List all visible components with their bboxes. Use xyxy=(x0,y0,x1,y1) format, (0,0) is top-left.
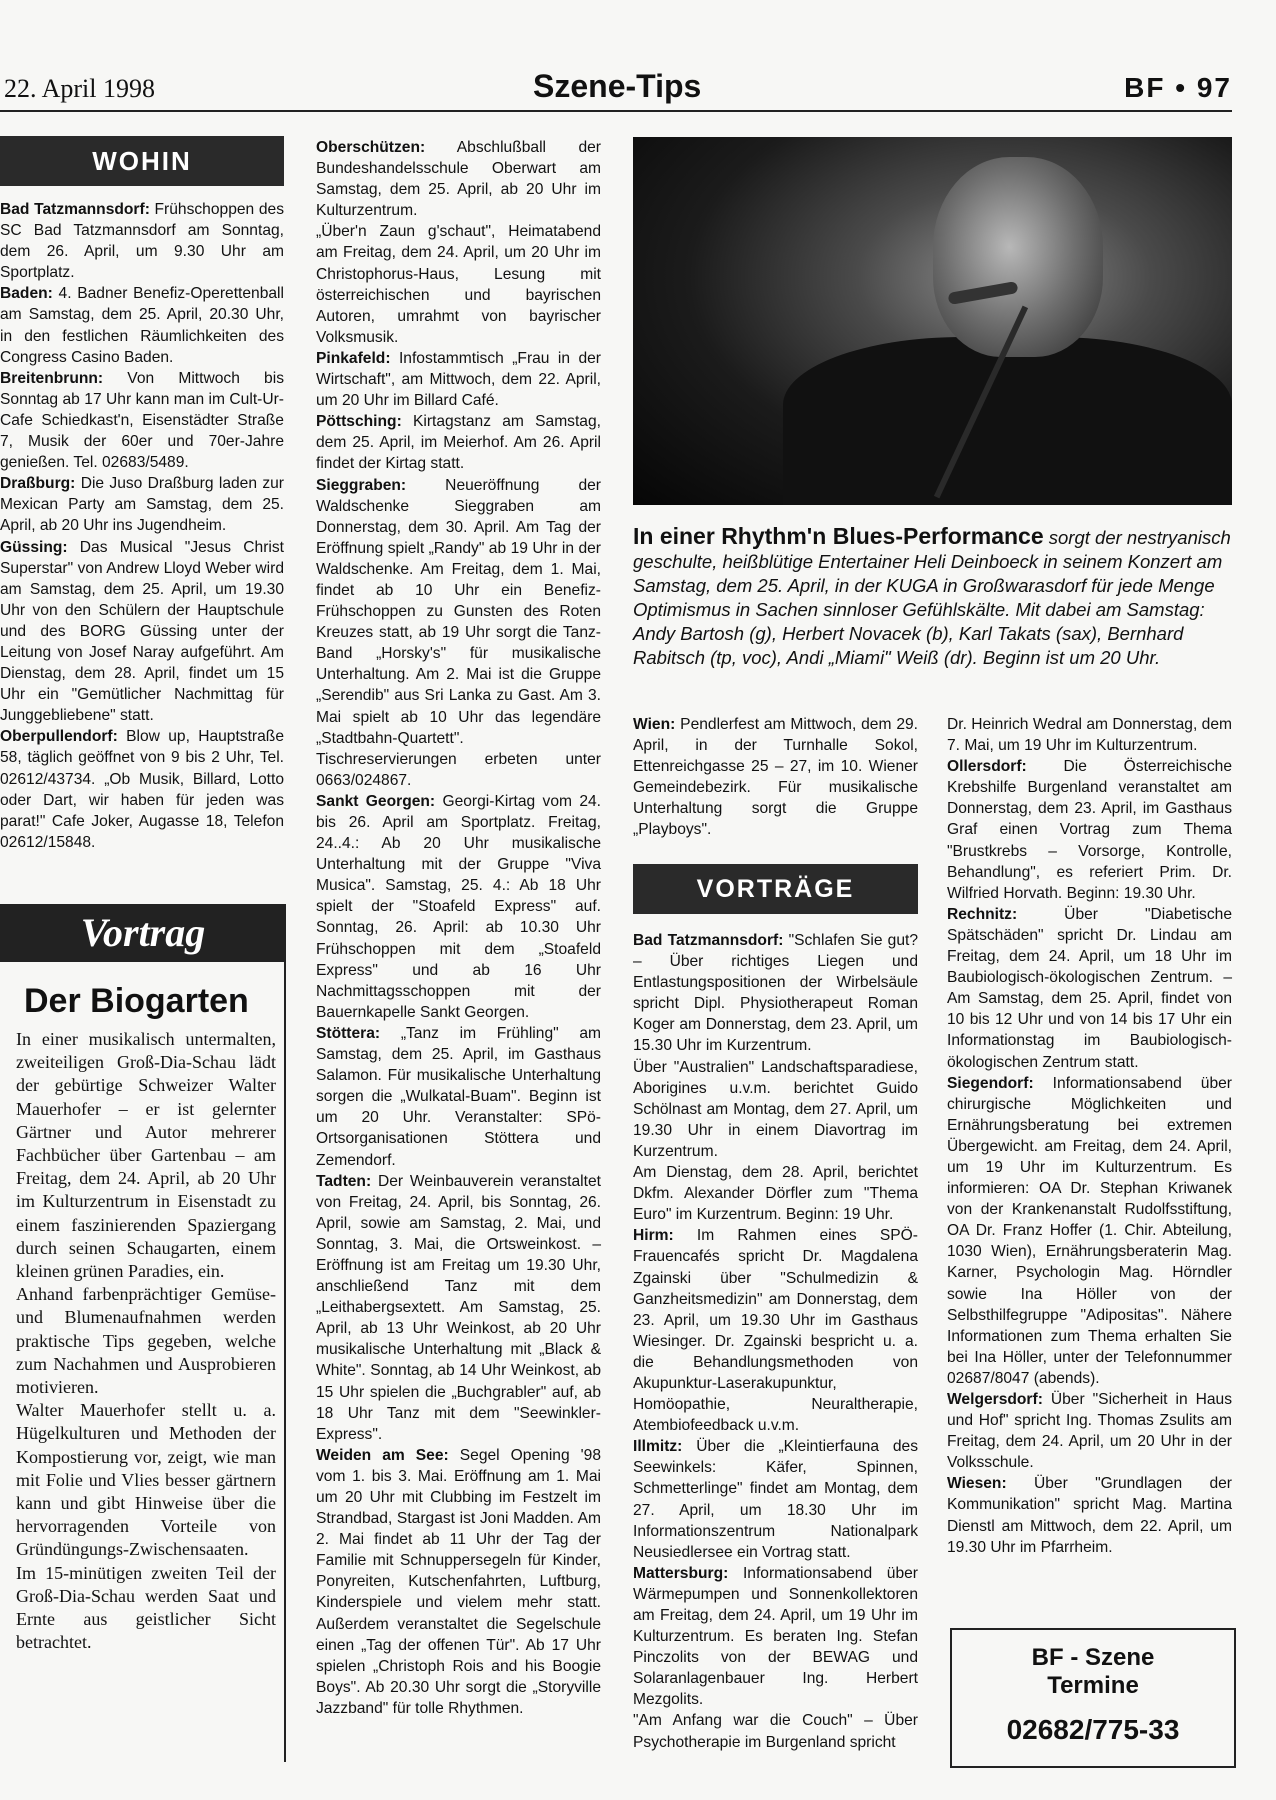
list-item: Weiden am See: Segel Opening '98 vom 1. bis 3. Mai. Eröffnung am 1. Mai um 20 Uhr mit Clubbing im Festzelt im Strandbad, Stargast ist Joni Madden. Am 2. Mai findet ab 11 Uhr der Tag der Familie mit Schnuppersegeln für Kinder, Ponyreiten, Kutschenfahrten, Luftburg, Kinderspiele und vielem mehr statt. Außerdem veranstaltet die Segelschule einen „Tag der offenen Tür". Ab 17 Uhr spielen „Christoph Rois and his Boogie Boys". Ab 20.30 Uhr sorgt die „Storyville Jazzband" für tolle Rhythmen. xyxy=(316,1446,601,1717)
list-item: Oberschützen: Abschlußball der Bundeshandelsschule Oberwart am Samstag, dem 25. April, ab 20 Uhr im Kulturzentrum. xyxy=(316,139,601,220)
events-column-2 xyxy=(316,137,601,1719)
list-item: Illmitz: Über die „Kleintierfauna des Seewinkels: Käfer, Spinnen, Schmetterlinge" findet am Montag, dem 27. April, um 18.30 Uhr im Informationszentrum Nationalpark Neusiedlersee ein Vortrag statt. xyxy=(633,1438,918,1561)
list-item: Mattersburg: Informationsabend über Wärmepumpen und Sonnenkollektoren am Freitag, dem 24. April, um 19 Uhr im Kulturzentrum. Es beraten Ing. Stefan Pinczolits von der BEWAG und Solaranlagenbauer Ing. Herbert Mezgolits. xyxy=(633,1564,918,1709)
wohin-banner xyxy=(0,136,284,186)
paragraph: Anhand farbenprächtiger Gemüse- und Blumenaufnahmen werden praktische Tips gegeben, welche zum Nachahmen und Ausprobieren motivieren. xyxy=(16,1284,276,1398)
vortraege-title: VORTRÄGE xyxy=(696,875,855,903)
paragraph: Im 15-minütigen zweiten Teil der Groß-Dia-Schau werden Saat und Ernte aus geistlicher Sicht betrachtet. xyxy=(16,1562,276,1653)
list-item: Pinkafeld: Infostammtisch „Frau in der Wirtschaft", am Mittwoch, dem 22. April, um 20 Uhr im Billard Café. xyxy=(316,349,601,410)
list-item: Baden: 4. Badner Benefiz-Operettenball am Samstag, dem 25. April, 20.30 Uhr, in den festlichen Räumlichkeiten des Congress Casino Baden. xyxy=(0,285,284,366)
photo-caption xyxy=(633,524,1232,670)
list-item: Wiesen: Über "Grundlagen der Kommunikation" spricht Mag. Martina Dienstl am Mittwoch, dem 22. April, um 19.30 Uhr im Pfarrheim. xyxy=(947,1475,1232,1556)
list-item: Güssing: Das Musical "Jesus Christ Superstar" von Andrew Lloyd Weber wird am Samstag, dem 25. April, um 19.30 Uhr von den Schülern der Hauptschule und des BORG Güssing unter der Leitung von Josef Naray aufgeführt. Am Dienstag, dem 28. April, findet um 15 Uhr ein "Gemütlicher Nachmittag für Junggebliebene" statt. xyxy=(0,538,284,725)
vortraege-banner xyxy=(633,864,918,914)
vortrag-header: Vortrag xyxy=(0,904,286,962)
section-title: Szene-Tips xyxy=(533,68,702,104)
list-item: Bad Tatzmannsdorf: "Schlafen Sie gut? – Über richtiges Liegen und Entlastungspositionen der Wirbelsäule spricht Dipl. Physiotherapeut Roman Koger am Donnerstag, dem 23. April, um 15.30 Uhr im Kurzentrum. xyxy=(633,932,918,1055)
contact-box xyxy=(950,1628,1236,1768)
list-item: Tadten: Der Weinbauverein veranstaltet von Freitag, 24. April, bis Sonntag, 26. April, sowie am Samstag, 2. Mai, und Sonntag, 3. Mai, die Ortsweinkost. – Eröffnung ist am Freitag um 19.30 Uhr, anschließend Tanz mit dem „Leithabergsextett. Am Samstag, 25. April, ab 13 Uhr Weinkost, ab 20 Uhr musikalische Unterhaltung mit „Black & White". Sonntag, ab 14 Uhr Weinkost, ab 15 Uhr spielen die „Buchgrabler" auf, ab 18 Uhr Tanz mit dem "Seewinkler-Express". xyxy=(316,1172,601,1443)
list-item: Stöttera: „Tanz im Frühling" am Samstag, dem 25. April, im Gasthaus Salamon. Für musikalische Unterhaltung sorgen die „Wulkatal-Buam". Beginn ist um 20 Uhr. Veranstalter: SPö-Ortsorganisationen Stöttera und Zemendorf. xyxy=(316,1024,601,1169)
list-item: Welgersdorf: Über "Sicherheit in Haus und Hof" spricht Ing. Thomas Zsulits am Freitag, dem 24. April, um 20 Uhr in der Volksschule. xyxy=(947,1391,1232,1472)
photo-performer-body xyxy=(783,337,1232,505)
page-header xyxy=(0,66,1232,112)
contact-box-title: BF - Szene xyxy=(1031,1644,1155,1671)
list-item: Sankt Georgen: Georgi-Kirtag vom 24. bis 26. April am Sportplatz. Freitag, 24..4.: Ab 20 Uhr musikalische Unterhaltung mit der Gruppe "Viva Musica". Samstag, 25. 4.: Ab 18 Uhr spielt der "Stoafeld Express" auf. Sonntag, 26. April: ab 10.30 Uhr Frühschoppen mit dem „Stoafeld Express" und ab 16 Uhr Nachmittagsschoppen mit der Bauernkapelle Sankt Georgen. xyxy=(316,792,602,1021)
list-item: Bad Tatzmannsdorf: Frühschoppen des SC Bad Tatzmannsdorf am Sonntag, dem 26. April, um 9.30 Uhr am Sportplatz. xyxy=(0,201,284,282)
article-title: Der Biogarten xyxy=(24,982,249,1020)
list-item: Über "Australien" Landschaftsparadiese, Aborigines u.v.m. berichtet Guido Schölnast am Montag, dem 27. April, um 19.30 Uhr in einem Diavortrag im Kurzentrum. xyxy=(633,1058,918,1160)
list-item: Hirm: Im Rahmen eines SPÖ-Frauencafés spricht Dr. Magdalena Zgainski über "Schulmedizin & Ganzheitsmedizin" am Donnerstag, dem 23. April, um 19.30 Uhr im Gasthaus Wiesinger. Dr. Zgainski bespricht u. a. die Behandlungsmethoden von Akupunktur-Laserakupunktur, Homöopathie, Neuraltherapie, Atembiofeedback u.v.m. xyxy=(633,1227,918,1435)
contact-phone: 02682/775-33 xyxy=(1006,1714,1180,1745)
contact-box-subtitle: Termine xyxy=(1047,1672,1139,1699)
list-item: Breitenbrunn: Von Mittwoch bis Sonntag ab 17 Uhr kann man im Cult-Ur-Cafe Schiedkast'n, Eisenstädter Straße 7, Musik der 60er und 70er-Jahre genießen. Tel. 02683/5489. xyxy=(0,369,284,472)
caption-text: sorgt der nestryanisch geschulte, heißblütige Entertainer Heli Deinboeck in seinem Konzert am Samstag, dem 25. April, in der KUGA in Großwarasdorf für jede Menge Optimismus in Sachen sinnloser Gefühlskälte. Mit dabei am Samstag: Andy Bartosh (g), Herbert Novacek (b), Karl Takats (sax), Bernhard Rabitsch (tp, voc), Andi „Miami" Weiß (dr). Beginn ist um 20 Uhr. xyxy=(633,527,1231,668)
list-item: "Am Anfang war die Couch" – Über Psychotherapie im Burgenland spricht xyxy=(633,1712,918,1751)
list-item: Wien: Pendlerfest am Mittwoch, dem 29. April, in der Turnhalle Sokol, Ettenreichgasse 25 – 27, im 10. Wiener Gemeindebezirk. Für musikalische Unterhaltung sorgt die Gruppe „Playboys". xyxy=(633,716,918,839)
issue-date: 22. April 1998 xyxy=(4,74,155,103)
list-item: Siegendorf: Informationsabend über chirurgische Möglichkeiten und Ernährungsberatung bei extremen Übergewicht. am Freitag, dem 24. April, um 19 Uhr im Kulturzentrum. Es informieren: OA Dr. Stephan Kriwanek von der Krankenanstalt Rudolfsstiftung, OA Dr. Franz Hoffer (1. Chir. Abteilung, 1030 Wien), Ernährungsberaterin Mag. Karner, Psychologin Mag. Hörndler sowie Ina Höller von der Selbsthilfegruppe "Adipositas". Nähere Informationen zum Thema erhalten Sie bei Ina Höller, unter der Telefonnummer 02687/8047 (abends). xyxy=(947,1074,1232,1387)
list-item: Am Dienstag, dem 28. April, berichtet Dkfm. Alexander Dörfler zum "Thema Euro" im Kurzentrum. Beginn: 19 Uhr. xyxy=(633,1164,918,1224)
concert-photo xyxy=(633,137,1232,505)
list-item: Dr. Heinrich Wedral am Donnerstag, dem 7. Mai, um 19 Uhr im Kulturzentrum. xyxy=(947,716,1232,755)
list-item: „Über'n Zaun g'schaut", Heimatabend am Freitag, dem 24. April, um 20 Uhr im Christophorus-Haus, Lesung mit österreichischen und bayrischen Autoren, umrahmt von bayrischer Volksmusik. xyxy=(316,223,601,346)
caption-head: In einer Rhythm'n Blues-Performance xyxy=(633,523,1044,549)
wohin-column xyxy=(0,199,284,853)
list-item: Pöttsching: Kirtagstanz am Samstag, dem 25. April, im Meierhof. Am 26. April findet der Kirtag statt. xyxy=(316,413,601,473)
lectures-column-4 xyxy=(947,714,1232,1558)
list-item: Sieggraben: Neueröffnung der Waldschenke Sieggraben am Donnerstag, dem 30. April. Am Tag der Eröffnung spielt „Randy" ab 19 Uhr in der Waldschenke. Am Freitag, dem 1. Mai, findet ab 10 Uhr ein Benefiz-Frühschoppen zu Gunsten des Roten Kreuzes statt, ab 19 Uhr sorgt die Tanz-Band „Horsky's" für musikalische Unterhaltung. Am 2. Mai ist die Gruppe „Serendib" aus Sri Lanka zu Gast. Am 3. Mai spielt ab 10 Uhr das legendäre „Stadtbahn-Quartett". Tischreservierungen erbeten unter 0663/024867. xyxy=(316,476,601,789)
list-item: Oberpullendorf: Blow up, Hauptstraße 58, täglich geöffnet von 9 bis 2 Uhr, Tel. 02612/43734. „Ob Musik, Billard, Lotto oder Dart, wir haben für jeden was parat!" Cafe Joker, Augasse 18, Telefon 02612/15848. xyxy=(0,728,284,851)
paragraph: Walter Mauerhofer stellt u. a. Hügelkulturen und Methoden der Kompostierung vor, zeigt, wie man mit Folie und Vlies besser gärtnern kann und gibt Hinweise über die hervorragenden Vorteile von Gründüngungs-Zwischensaaten. xyxy=(16,1400,276,1560)
lectures-column-3 xyxy=(633,930,918,1753)
list-item: Rechnitz: Über "Diabetische Spätschäden" spricht Dr. Lindau am Freitag, dem 24. April, um 18 Uhr im Baubiologisch-ökologischen Zentrum. – Am Samstag, dem 25. April, findet von 10 bis 12 Uhr und von 14 bis 17 Uhr ein Informationstag im Baubiologisch-ökologischen Zentrum statt. xyxy=(947,905,1232,1071)
page-number: BF • 97 xyxy=(1124,72,1232,103)
paragraph: In einer musikalisch untermalten, zweiteiligen Groß-Dia-Schau lädt der gebürtige Schweizer Walter Mauerhofer – er ist gelernter Gärtner und Autor mehrerer Fachbücher über Gartenbau – am Freitag, dem 24. April, ab 20 Uhr im Kulturzentrum in Eisenstadt zu einem faszinierenden Spaziergang durch seinen Schaugarten, einem kleinen grünen Paradies, ein. xyxy=(16,1029,276,1282)
article-body xyxy=(16,1028,276,1654)
events-column-3 xyxy=(633,714,918,841)
list-item: Ollersdorf: Die Österreichische Krebshilfe Burgenland veranstaltet am Donnerstag, dem 23. April, im Gasthaus Graf einen Vortrag zum Thema "Brustkrebs – Vorsorge, Kontrolle, Behandlung", es referiert Prim. Dr. Wilfried Horvath. Beginn: 19.30 Uhr. xyxy=(947,758,1232,902)
wohin-title: WOHIN xyxy=(92,146,192,176)
list-item: Draßburg: Die Juso Draßburg laden zur Mexican Party am Samstag, dem 25. April, ab 20 Uhr ins Jugendheim. xyxy=(0,475,284,535)
